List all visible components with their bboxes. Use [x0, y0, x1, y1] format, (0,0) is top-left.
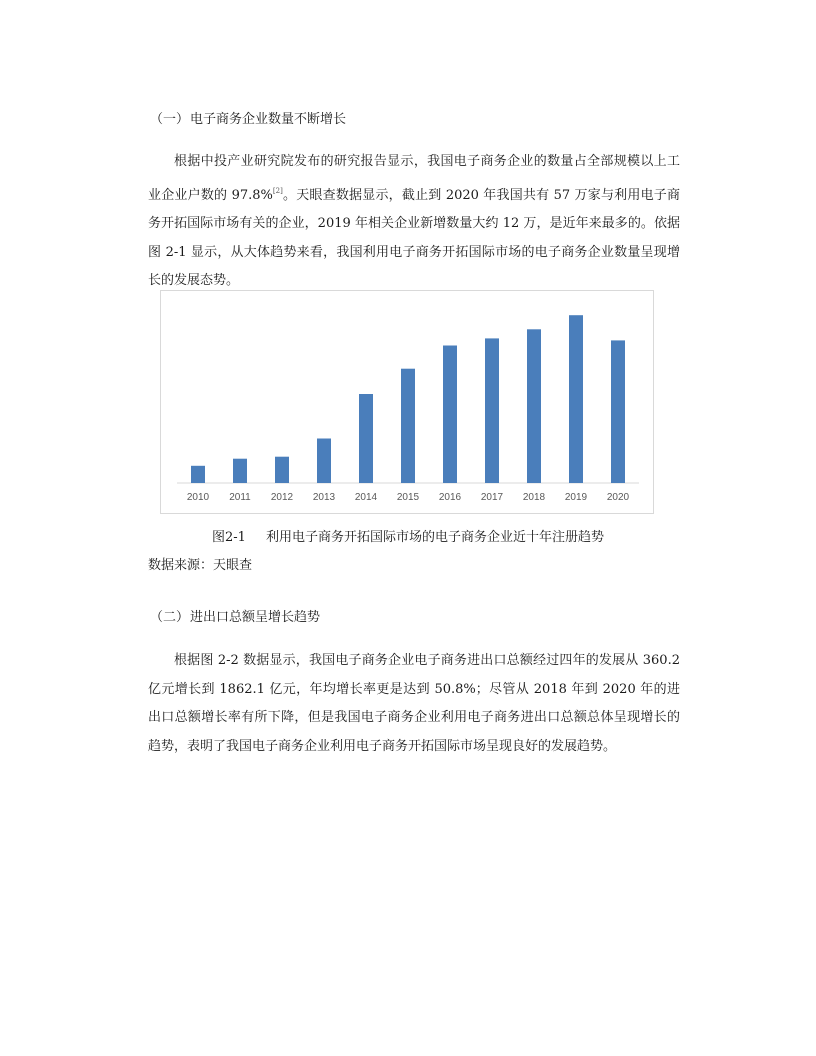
bar-2016	[443, 346, 457, 484]
bar-2011	[233, 459, 247, 483]
bar-2010	[191, 466, 205, 483]
paragraph-1-text-a: 根据中投产业研究院发布的研究报告显示，我国电子商务企业的数量占全部规模以上工业企业户数的 97.8%	[148, 154, 680, 203]
section-1-number: （一）	[150, 112, 190, 127]
bar-2019	[569, 315, 583, 483]
section-1-paragraph	[148, 148, 680, 296]
x-tick-label-2013: 2013	[312, 492, 336, 503]
bar-2013	[317, 439, 331, 484]
x-tick-label-2018: 2018	[522, 492, 546, 503]
x-tick-label-2020: 2020	[606, 492, 630, 503]
citation-ref[interactable]: [2]	[272, 186, 283, 195]
registration-trend-chart	[160, 290, 654, 514]
section-1-title: 电子商务企业数量不断增长	[190, 112, 347, 127]
bar-2012	[275, 457, 289, 483]
bar-2020	[611, 340, 625, 483]
section-2-title: 进出口总额呈增长趋势	[190, 610, 321, 625]
x-tick-label-2017: 2017	[480, 492, 504, 503]
section-2-number: （二）	[150, 610, 190, 625]
bar-2015	[401, 369, 415, 483]
section-2-heading	[150, 606, 320, 625]
figure-title: 利用电子商务开拓国际市场的电子商务企业近十年注册趋势	[265, 530, 604, 545]
chart-canvas	[161, 291, 655, 515]
section-1-heading	[150, 108, 346, 127]
section-2-paragraph: 根据图 2-2 数据显示，我国电子商务企业电子商务进出口总额经过四年的发展从 360.2 亿元增长到 1862.1 亿元，年均增长率更是达到 50.8%；尽管从 2018 年到 2020 年的进出口总额增长率有所下降，但是我国电子商务企业利用电子商务进出口总额总体呈现增长的趋势，表明了我国电子商务企业利用电子商务开拓国际市场呈现良好的发展趋势。	[148, 653, 680, 754]
bar-2018	[527, 329, 541, 483]
bar-2017	[485, 338, 499, 483]
x-tick-label-2015: 2015	[396, 492, 420, 503]
data-source-note: 数据来源：天眼查	[148, 558, 253, 573]
bar-2014	[359, 394, 373, 483]
x-tick-label-2010: 2010	[186, 492, 210, 503]
figure-number: 图2-1	[212, 530, 246, 545]
x-tick-label-2019: 2019	[564, 492, 588, 503]
x-tick-label-2014: 2014	[354, 492, 378, 503]
paragraph-1-text-b: 。天眼查数据显示，截止到 2020 年我国共有 57 万家与利用电子商务开拓国际市场有关的企业，2019 年相关企业新增数量大约 12 万，是近年来最多的。依据图 2-1 显示，从大体趋势来看，我国利用电子商务开拓国际市场的电子商务企业数量呈现增长的发展态势。	[148, 187, 680, 289]
x-tick-label-2012: 2012	[270, 492, 294, 503]
x-tick-label-2011: 2011	[229, 492, 251, 503]
figure-caption	[0, 526, 816, 545]
x-tick-label-2016: 2016	[438, 492, 462, 503]
